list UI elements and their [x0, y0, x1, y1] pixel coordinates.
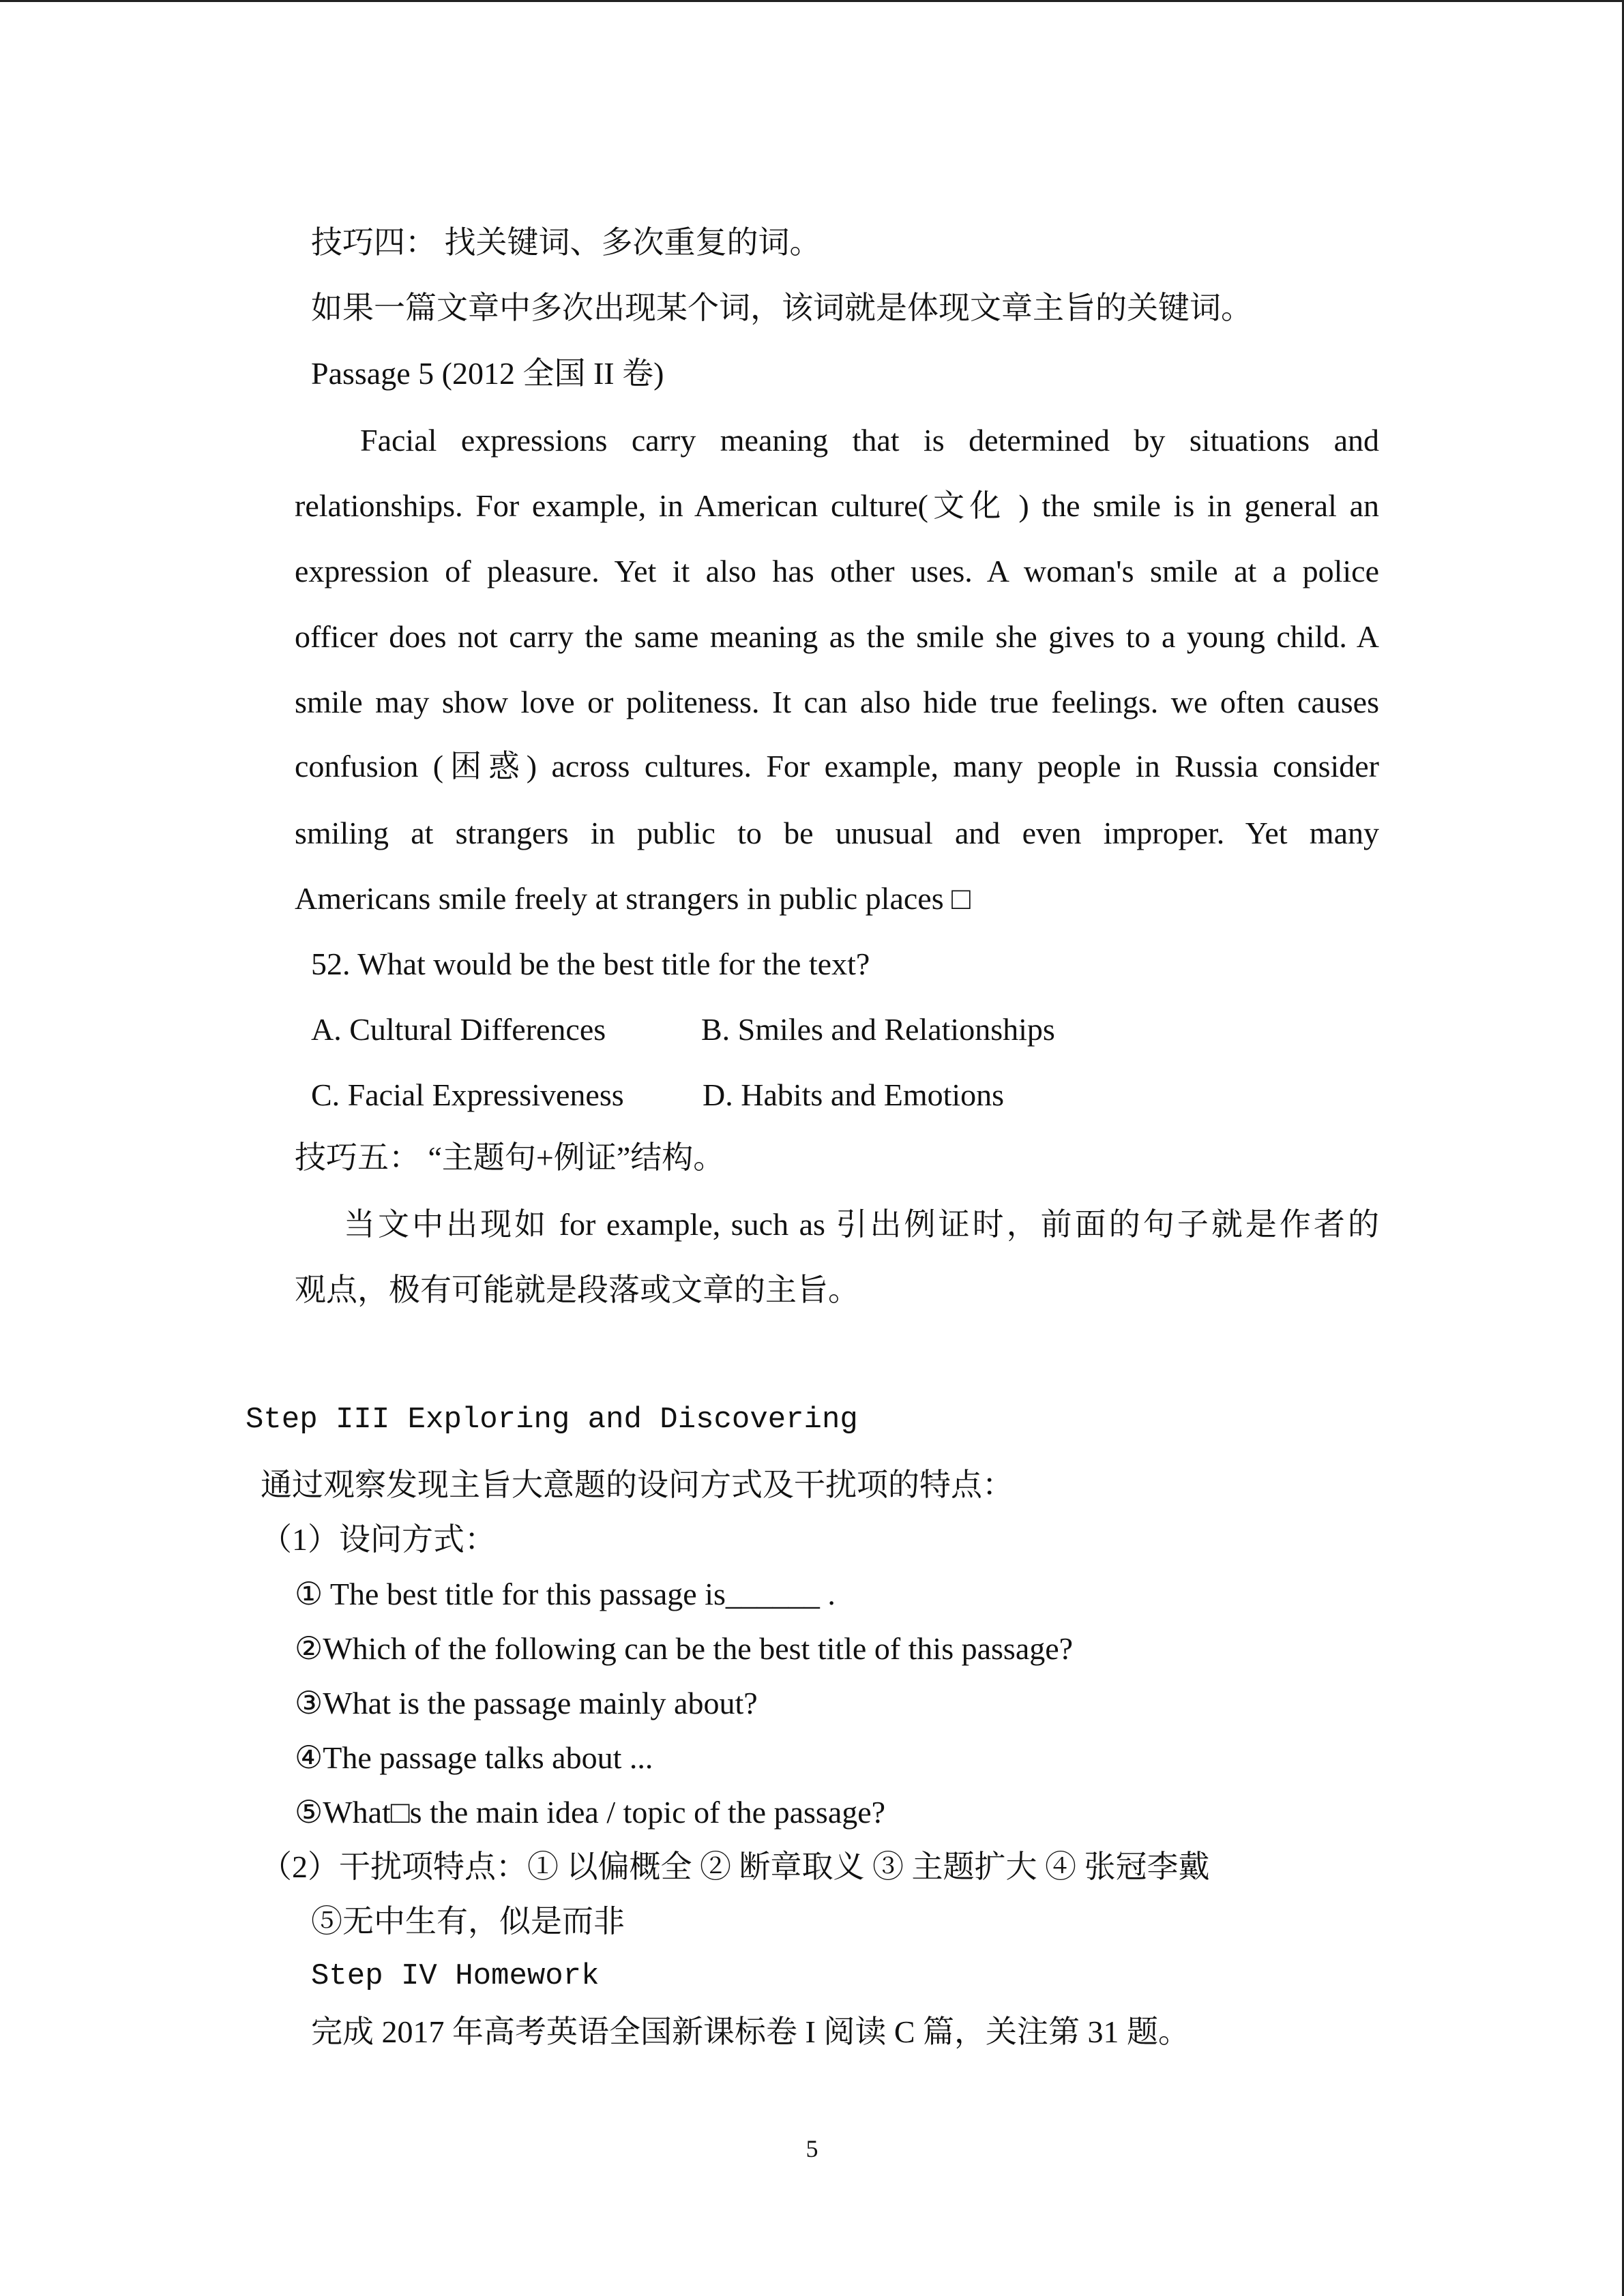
passage-line-6: confusion (困惑) across cultures. For example, many people in Russia consider	[295, 749, 1379, 784]
option-a: A. Cultural Differences	[311, 1012, 606, 1047]
top-border	[0, 0, 1624, 2]
question-stem: 52. What would be the best title for the text?	[311, 946, 870, 981]
step4-task: 完成 2017 年高考英语全国新课标卷 I 阅读 C 篇，关注第 31 题。	[311, 2014, 1190, 2049]
tip4-description: 如果一篇文章中多次出现某个词，该词就是体现文章主旨的关键词。	[311, 290, 1252, 325]
question-form-4: ④The passage talks about ...	[295, 1740, 653, 1775]
step3-subheading-2: （2）干扰项特点：① 以偏概全 ② 断章取义 ③ 主题扩大 ④ 张冠李戴	[261, 1849, 1210, 1884]
question-form-1: ① The best title for this passage is______ .	[295, 1577, 836, 1611]
passage-line-5: smile may show love or politeness. It can also hide true feelings. we often causes	[295, 685, 1379, 719]
passage-line-7: smiling at strangers in public to be unusual and even improper. Yet many	[295, 816, 1379, 850]
tip5-title: 技巧五： “主题句+例证”结构。	[295, 1140, 725, 1175]
step3-heading: Step III Exploring and Discovering	[246, 1403, 858, 1437]
question-form-2: ②Which of the following can be the best title of this passage?	[295, 1631, 1074, 1666]
passage-line-8: Americans smile freely at strangers in public places □	[295, 881, 971, 916]
step3-intro: 通过观察发现主旨大意题的设问方式及干扰项的特点：	[261, 1467, 1014, 1502]
tip5-description-line-1: 当文中出现如 for example, such as 引出例证时，前面的句子就是作者的	[344, 1207, 1379, 1242]
step4-heading: Step IV Homework	[311, 1959, 600, 1993]
question-form-5: ⑤What□s the main idea / topic of the passage?	[295, 1795, 886, 1830]
passage-line-1: Facial expressions carry meaning that is determined by situations and	[360, 423, 1379, 458]
option-c: C. Facial Expressiveness	[311, 1077, 624, 1112]
passage-line-2: relationships. For example, in American culture(文化 ) the smile is in general an	[295, 488, 1379, 523]
passage-heading: Passage 5 (2012 全国 II 卷)	[311, 356, 664, 391]
passage-line-4: officer does not carry the same meaning as the smile she gives to a young child. A	[295, 619, 1379, 654]
step3-subheading-1: （1）设问方式：	[261, 1522, 496, 1557]
option-d: D. Habits and Emotions	[703, 1077, 1005, 1112]
step3-subheading-2-continued: ⑤无中生有，似是而非	[311, 1904, 625, 1939]
page-number: 5	[806, 2135, 818, 2162]
question-form-3: ③What is the passage mainly about?	[295, 1686, 758, 1720]
tip5-description-line-2: 观点，极有可能就是段落或文章的主旨。	[295, 1272, 859, 1307]
option-b: B. Smiles and Relationships	[701, 1012, 1055, 1047]
tip4-title: 技巧四： 找关键词、多次重复的词。	[311, 225, 821, 260]
passage-line-3: expression of pleasure. Yet it also has other uses. A woman's smile at a police	[295, 554, 1379, 588]
